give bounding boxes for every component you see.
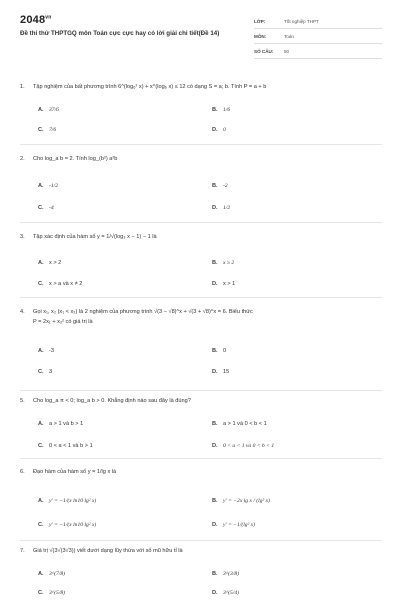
question-4 xyxy=(20,308,382,375)
option-text: 0 < a < 1 và 0 < b < 1 xyxy=(223,443,275,449)
option-text: 3 xyxy=(49,369,53,375)
question-5 xyxy=(20,397,382,449)
option-c[interactable] xyxy=(38,281,82,287)
option-b[interactable] xyxy=(212,571,239,577)
option-letter: C. xyxy=(38,522,44,528)
question-number: 5. xyxy=(20,398,25,404)
option-d[interactable] xyxy=(212,281,235,287)
option-c[interactable] xyxy=(38,443,93,449)
question-text: Cho log_a π < 0; log_a b > 0. Khẳng định nào sau đây là đúng? xyxy=(33,398,191,404)
option-letter: A. xyxy=(38,421,44,427)
option-c[interactable] xyxy=(38,127,56,133)
option-text: 0 xyxy=(223,348,227,354)
option-b[interactable] xyxy=(212,260,234,266)
meta-value: 50 xyxy=(284,48,290,54)
option-text: y' = −1/(x ln10 lg² x) xyxy=(49,522,97,528)
exam-title: Đề thi thử THPTGQ môn Toán cực cực hay có lời giải chi tiết(Đề 14) xyxy=(20,30,220,37)
option-text: -2 xyxy=(223,183,228,189)
option-text: 3^(7/8) xyxy=(49,571,66,577)
question-stem xyxy=(20,547,382,555)
option-b[interactable] xyxy=(212,107,230,113)
option-text: x > 2 xyxy=(49,260,62,266)
option-text: -1/2 xyxy=(49,183,59,189)
option-letter: C. xyxy=(38,205,44,211)
option-letter: B. xyxy=(212,498,218,504)
option-a[interactable] xyxy=(38,183,58,189)
option-text: y' = −2x lg x / (lg² x) xyxy=(223,498,270,504)
meta-key: MÔN: xyxy=(254,33,267,39)
divider xyxy=(20,390,382,391)
question-text-cont: P = 2x₁ + x₂² có giá trị là xyxy=(33,319,93,325)
meta-row-subject xyxy=(254,29,382,44)
option-a[interactable] xyxy=(38,107,59,113)
divider xyxy=(20,144,382,145)
option-b[interactable] xyxy=(212,348,226,354)
question-number: 6. xyxy=(20,469,25,475)
meta-row-class xyxy=(254,14,382,29)
question-number: 2. xyxy=(20,156,25,162)
option-letter: D. xyxy=(212,205,218,211)
option-a[interactable] xyxy=(38,498,96,504)
question-2 xyxy=(20,155,382,211)
question-6 xyxy=(20,468,382,528)
option-text: 3^(5/4) xyxy=(223,590,240,596)
option-text: 37/6 xyxy=(49,107,59,113)
option-letter: B. xyxy=(212,107,218,113)
option-letter: D. xyxy=(212,443,218,449)
option-d[interactable] xyxy=(212,127,226,133)
option-b[interactable] xyxy=(212,183,228,189)
question-1 xyxy=(20,83,382,133)
option-d[interactable] xyxy=(212,369,229,375)
divider xyxy=(20,540,382,541)
option-text: 3^(3/8) xyxy=(223,571,240,577)
divider xyxy=(20,222,382,223)
question-number: 1. xyxy=(20,84,25,90)
question-stem xyxy=(20,233,382,241)
option-letter: B. xyxy=(212,260,218,266)
option-d[interactable] xyxy=(212,590,239,596)
option-letter: B. xyxy=(212,571,218,577)
option-letter: A. xyxy=(38,107,44,113)
question-number: 3. xyxy=(20,234,25,240)
question-number: 4. xyxy=(20,309,25,315)
question-text: Tập nghiệm của bất phương trình 6^(log₆² x) + x^(log₆ x) ≤ 12 có dạng S = a; b. Tính P = a + b xyxy=(33,84,267,90)
option-c[interactable] xyxy=(38,590,65,596)
brand-name: 2048 xyxy=(20,14,46,26)
option-letter: B. xyxy=(212,348,218,354)
option-text: -3 xyxy=(49,348,54,354)
option-letter: A. xyxy=(38,260,44,266)
option-text: a > 1 và 0 < b < 1 xyxy=(223,421,267,427)
option-d[interactable] xyxy=(212,522,255,528)
option-letter: C. xyxy=(38,590,44,596)
brand-suffix: vn xyxy=(45,14,52,21)
brand-logo[interactable] xyxy=(20,14,52,26)
option-a[interactable] xyxy=(38,421,83,427)
question-stem xyxy=(20,83,382,91)
question-stem xyxy=(20,308,382,316)
option-c[interactable] xyxy=(38,205,54,211)
option-letter: B. xyxy=(212,183,218,189)
option-c[interactable] xyxy=(38,369,52,375)
option-text: a > 1 và b > 1 xyxy=(49,421,84,427)
option-text: 0 < a < 1 và b > 1 xyxy=(49,443,93,449)
option-a[interactable] xyxy=(38,348,54,354)
question-text: Tập xác định của hàm số y = 1/√(log₃ x − 1) − 1 là xyxy=(33,234,157,240)
option-letter: D. xyxy=(212,127,218,133)
option-c[interactable] xyxy=(38,522,96,528)
question-text: Đạo hàm của hàm số y = 1/lg x là xyxy=(33,469,117,475)
option-a[interactable] xyxy=(38,571,65,577)
question-text: Cho log_a b = 2. Tính log_(b²) a²b xyxy=(33,156,118,162)
option-letter: A. xyxy=(38,348,44,354)
meta-value: Toán xyxy=(284,33,294,39)
question-3 xyxy=(20,233,382,287)
option-a[interactable] xyxy=(38,260,61,266)
option-text: 1/6 xyxy=(223,107,231,113)
question-text: Gọi x₁, x₂ (x₁ < x₂) là 2 nghiệm của phương trình √(3 − √8)^x + √(3 + √8)^x = 6. Biểu thức xyxy=(33,309,253,315)
option-letter: C. xyxy=(38,369,44,375)
option-text: x > 1 xyxy=(223,281,236,287)
meta-value: Tốt nghiệp THPT xyxy=(284,18,319,24)
option-text: -4 xyxy=(49,205,54,211)
option-text: 0 xyxy=(223,127,226,133)
question-text: Giá trị √(3√(3√3)) viết dưới dạng lũy thừa với số mũ hữu tỉ là xyxy=(33,548,183,554)
option-letter: D. xyxy=(212,281,218,287)
meta-row-count xyxy=(254,44,382,59)
option-letter: A. xyxy=(38,183,44,189)
option-letter: C. xyxy=(38,127,44,133)
option-text: x ≥ 2 xyxy=(223,260,235,266)
question-stem-line2 xyxy=(20,318,382,326)
option-text: 7/6 xyxy=(49,127,57,133)
divider xyxy=(20,458,382,459)
option-letter: D. xyxy=(212,369,218,375)
option-text: y' = −1/(x ln10 lg² x) xyxy=(49,498,97,504)
option-letter: D. xyxy=(212,522,218,528)
option-text: 3^(5/8) xyxy=(49,590,66,596)
option-letter: B. xyxy=(212,421,218,427)
option-text: 1/2 xyxy=(223,205,231,211)
option-d[interactable] xyxy=(212,443,274,449)
question-7 xyxy=(20,547,382,596)
option-b[interactable] xyxy=(212,498,270,504)
question-stem xyxy=(20,468,382,476)
option-letter: C. xyxy=(38,281,44,287)
option-letter: D. xyxy=(212,590,218,596)
question-stem xyxy=(20,155,382,163)
meta-key: SỐ CÂU: xyxy=(254,48,274,54)
option-text: 15 xyxy=(223,369,230,375)
exam-meta xyxy=(254,14,382,59)
option-b[interactable] xyxy=(212,421,267,427)
meta-key: LỚP: xyxy=(254,18,266,24)
divider xyxy=(20,297,382,298)
option-text: y' = −1/(lg² x) xyxy=(223,522,256,528)
option-text: x > a và x ≠ 2 xyxy=(49,281,83,287)
option-letter: C. xyxy=(38,443,44,449)
question-stem xyxy=(20,397,382,405)
option-letter: A. xyxy=(38,498,44,504)
option-letter: A. xyxy=(38,571,44,577)
option-d[interactable] xyxy=(212,205,230,211)
question-number: 7. xyxy=(20,548,25,554)
